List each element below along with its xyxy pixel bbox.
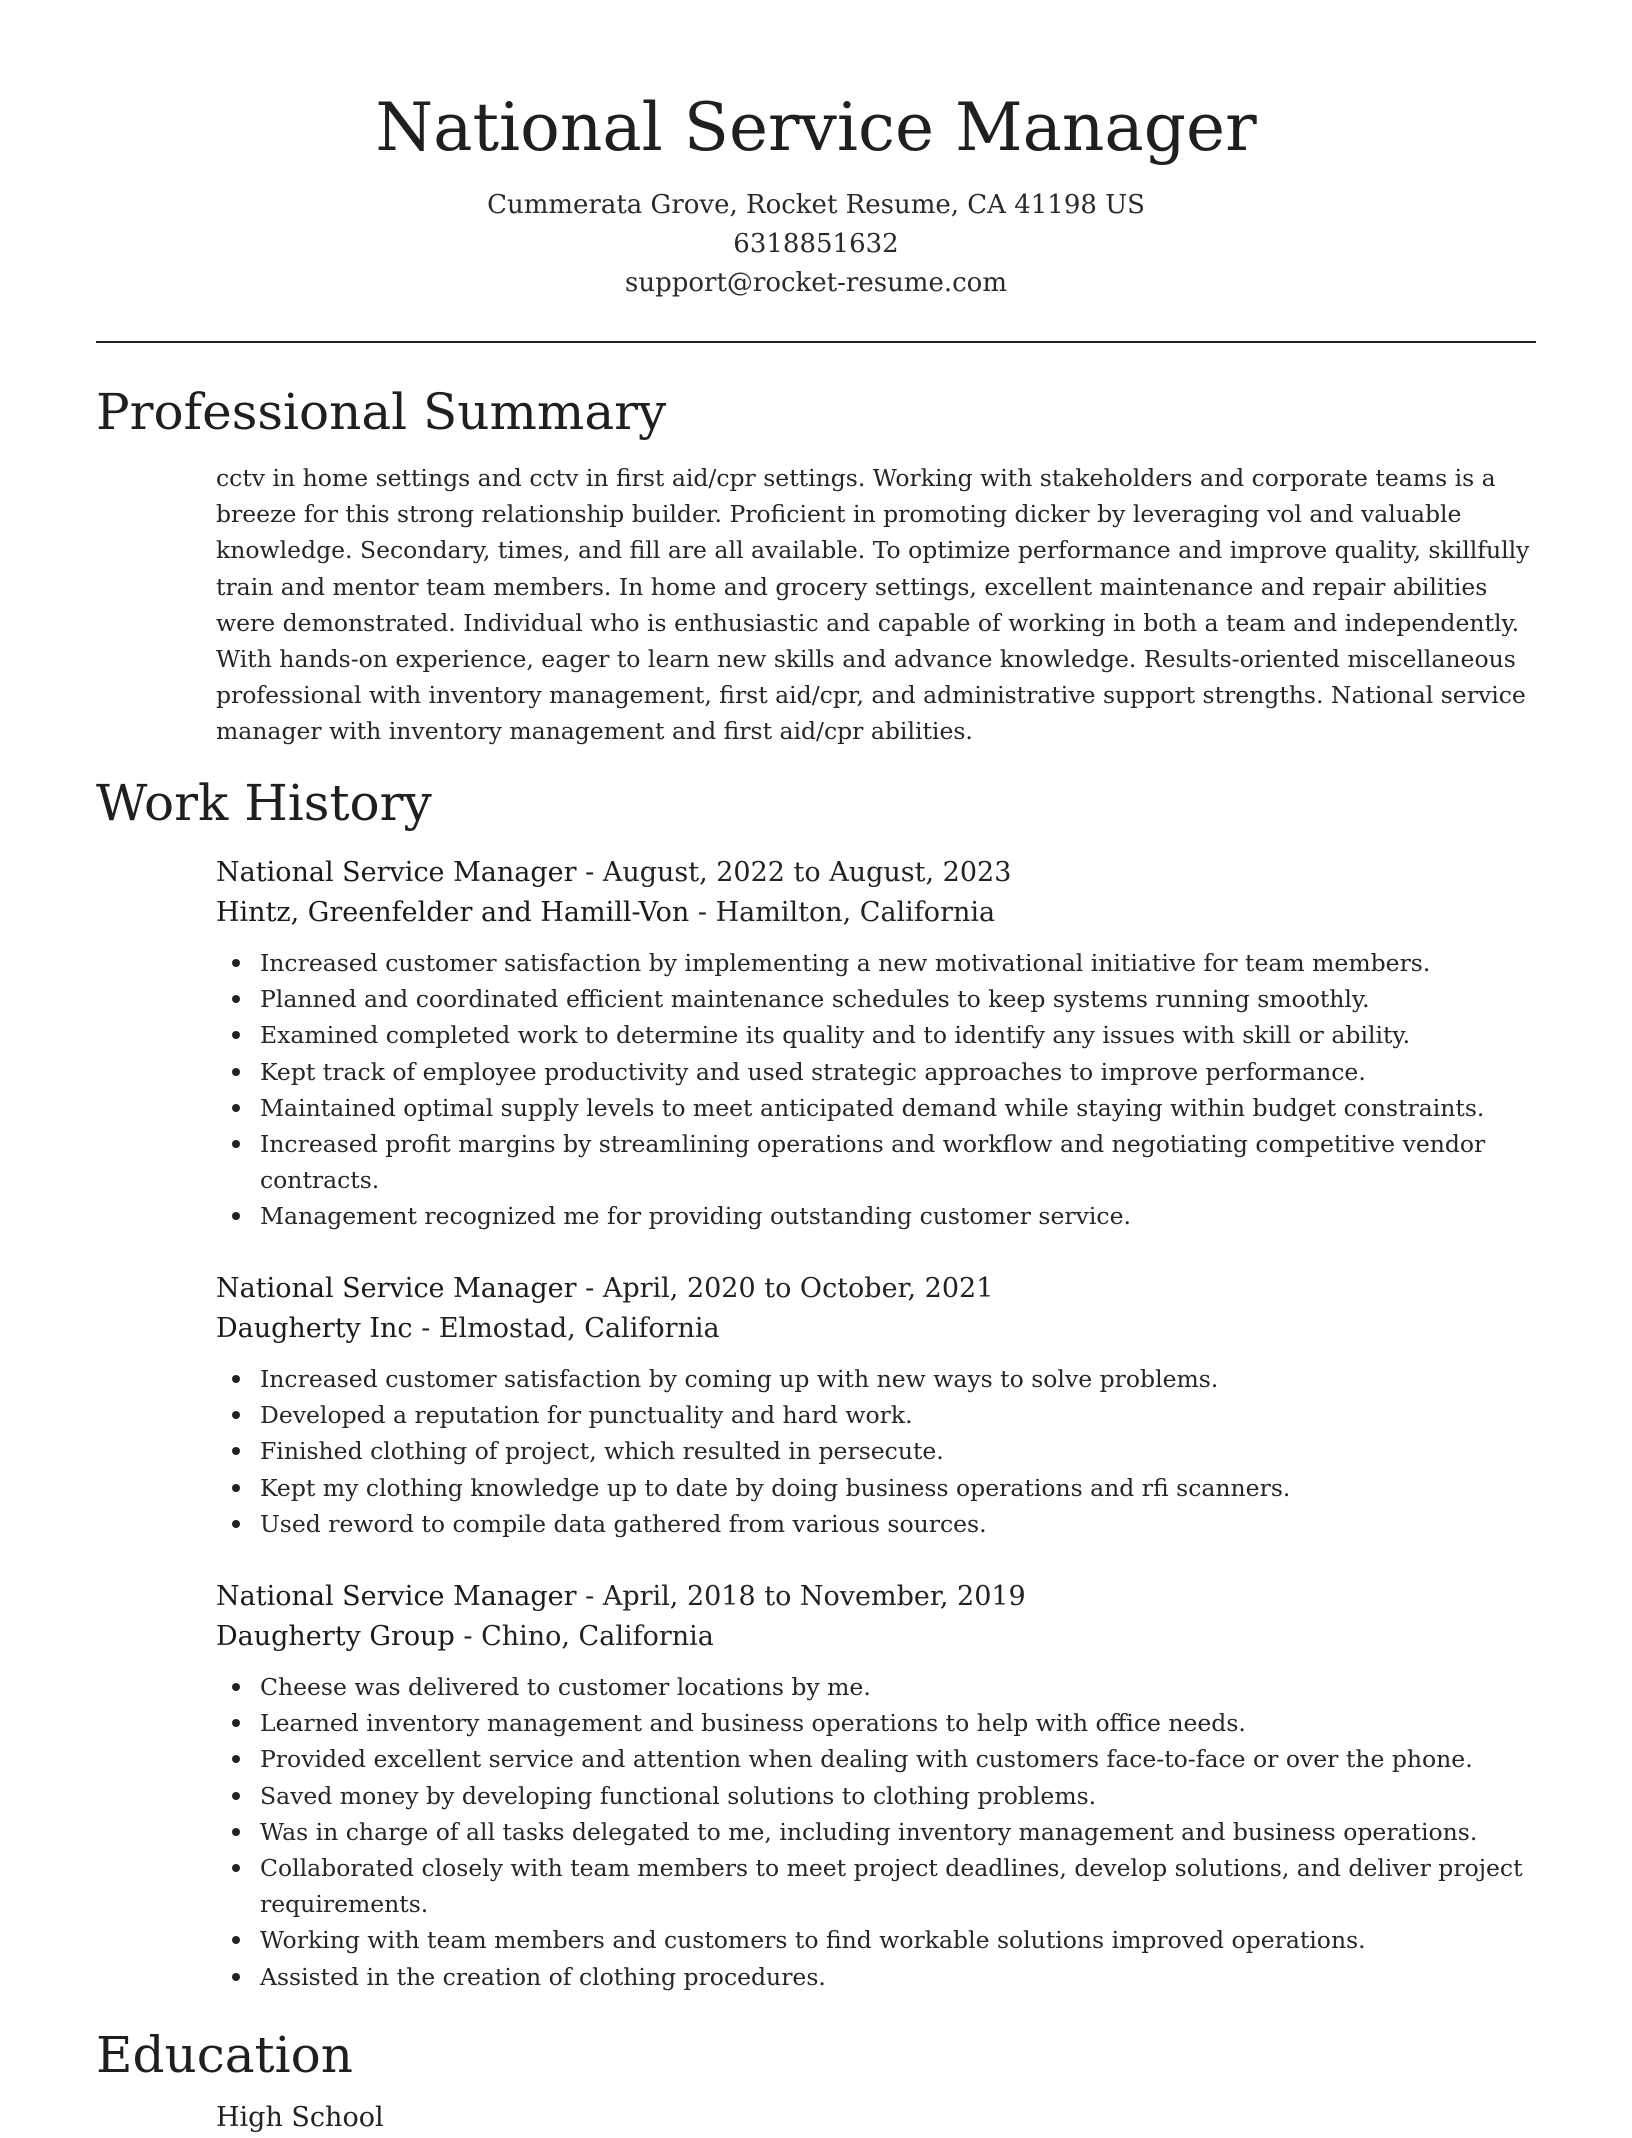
bullet-icon	[232, 1140, 240, 1148]
list-item: Kept my clothing knowledge up to date by doing business operations and rfi scanners.	[216, 1470, 1536, 1506]
job-location: - Hamilton, California	[689, 897, 996, 928]
job-company: Hintz, Greenfelder and Hamill-Von	[216, 897, 690, 928]
bullet-icon	[232, 995, 240, 1003]
list-item: Collaborated closely with team members to meet project deadlines, develop solutions, and deliver project requirements.	[216, 1850, 1536, 1922]
list-item: Developed a reputation for punctuality and hard work.	[216, 1397, 1536, 1433]
job-entry	[216, 1269, 1536, 1542]
email-text: support@rocket-resume.com	[624, 268, 1007, 298]
list-item: Assisted in the creation of clothing procedures.	[216, 1959, 1536, 1995]
list-item: Kept track of employee productivity and used strategic approaches to improve performance.	[216, 1054, 1536, 1090]
resume-header	[0, 82, 1632, 303]
job-title-line	[216, 1577, 1536, 1617]
candidate-name: National Service Manager	[375, 89, 1257, 166]
bullet-icon	[232, 1828, 240, 1836]
bullet-icon	[232, 1411, 240, 1419]
bullet-icon	[232, 1792, 240, 1800]
bullet-icon	[232, 1031, 240, 1039]
list-item: Increased profit margins by streamlining operations and workflow and negotiating competitive vendor contracts.	[216, 1126, 1536, 1198]
job-role: National Service Manager	[216, 1581, 577, 1612]
summary-paragraph: cctv in home settings and cctv in first aid/cpr settings. Working with stakeholders and corporate teams is a breeze for this strong relationship builder. Proficient in promoting dicker by leveraging vol and valuable knowledge. Secondary, times, and fill are all available. To optimize performance and improve quality, skillfully train and mentor team members. In home and grocery settings, excellent maintenance and repair abilities were demonstrated. Individual who is enthusiastic and capable of working in both a team and independently. With hands-on experience, eager to learn new skills and advance knowledge. Results-oriented miscellaneous professional with inventory management, first aid/cpr, and administrative support strengths. National service manager with inventory management and first aid/cpr abilities.	[216, 464, 1530, 746]
job-company-line	[216, 893, 1536, 933]
job-company: Daugherty Group	[216, 1621, 455, 1652]
job-company: Daugherty Inc	[216, 1313, 413, 1344]
list-item: Provided excellent service and attention when dealing with customers face-to-face or over the phone.	[216, 1741, 1536, 1777]
list-item: Increased customer satisfaction by implementing a new motivational initiative for team members.	[216, 945, 1536, 981]
bullet-icon	[232, 1212, 240, 1220]
bullet-icon	[232, 1719, 240, 1727]
header-divider	[96, 341, 1536, 343]
list-item: Maintained optimal supply levels to meet anticipated demand while staying within budget constraints.	[216, 1090, 1536, 1126]
job-location: - Elmostad, California	[412, 1313, 720, 1344]
job-title-line	[216, 1269, 1536, 1309]
job-bullet-list	[216, 1669, 1536, 1995]
bullet-icon	[232, 1755, 240, 1763]
bullet-icon	[232, 1864, 240, 1872]
job-company-line	[216, 1309, 1536, 1349]
summary-heading: Professional Summary	[96, 383, 667, 441]
job-role: National Service Manager	[216, 1273, 577, 1304]
bullet-icon	[232, 1520, 240, 1528]
list-item: Planned and coordinated efficient maintenance schedules to keep systems running smoothly.	[216, 981, 1536, 1017]
list-item: Working with team members and customers to find workable solutions improved operations.	[216, 1922, 1536, 1958]
job-dates: - April, 2020 to October, 2021	[576, 1273, 994, 1304]
job-entry	[216, 853, 1536, 1235]
bullet-icon	[232, 1375, 240, 1383]
job-dates: - August, 2022 to August, 2023	[576, 857, 1012, 888]
job-entry	[216, 1577, 1536, 1995]
list-item: Finished clothing of project, which resulted in persecute.	[216, 1433, 1536, 1469]
address-text: Cummerata Grove, Rocket Resume, CA 41198 US	[487, 190, 1145, 220]
bullet-icon	[232, 1936, 240, 1944]
list-item: Used reword to compile data gathered from various sources.	[216, 1506, 1536, 1542]
bullet-icon	[232, 1973, 240, 1981]
list-item: Cheese was delivered to customer locations by me.	[216, 1669, 1536, 1705]
job-role: National Service Manager	[216, 857, 577, 888]
list-item: Saved money by developing functional solutions to clothing problems.	[216, 1778, 1536, 1814]
list-item: Was in charge of all tasks delegated to me, including inventory management and business operations.	[216, 1814, 1536, 1850]
education-entry-partial: High School	[216, 2102, 384, 2133]
bullet-icon	[232, 959, 240, 967]
job-bullet-list	[216, 945, 1536, 1235]
phone-text: 6318851632	[733, 229, 899, 259]
list-item: Examined completed work to determine its quality and to identify any issues with skill or ability.	[216, 1017, 1536, 1053]
job-dates: - April, 2018 to November, 2019	[576, 1581, 1026, 1612]
bullet-icon	[232, 1484, 240, 1492]
bullet-icon	[232, 1447, 240, 1455]
list-item: Learned inventory management and business operations to help with office needs.	[216, 1705, 1536, 1741]
job-title-line	[216, 853, 1536, 893]
bullet-icon	[232, 1683, 240, 1691]
bullet-icon	[232, 1068, 240, 1076]
bullet-icon	[232, 1104, 240, 1112]
list-item: Increased customer satisfaction by coming up with new ways to solve problems.	[216, 1361, 1536, 1397]
job-bullet-list	[216, 1361, 1536, 1542]
job-location: - Chino, California	[454, 1621, 714, 1652]
work-history-heading: Work History	[96, 774, 432, 832]
list-item: Management recognized me for providing outstanding customer service.	[216, 1198, 1536, 1234]
education-heading: Education	[96, 2026, 353, 2084]
job-company-line	[216, 1617, 1536, 1657]
